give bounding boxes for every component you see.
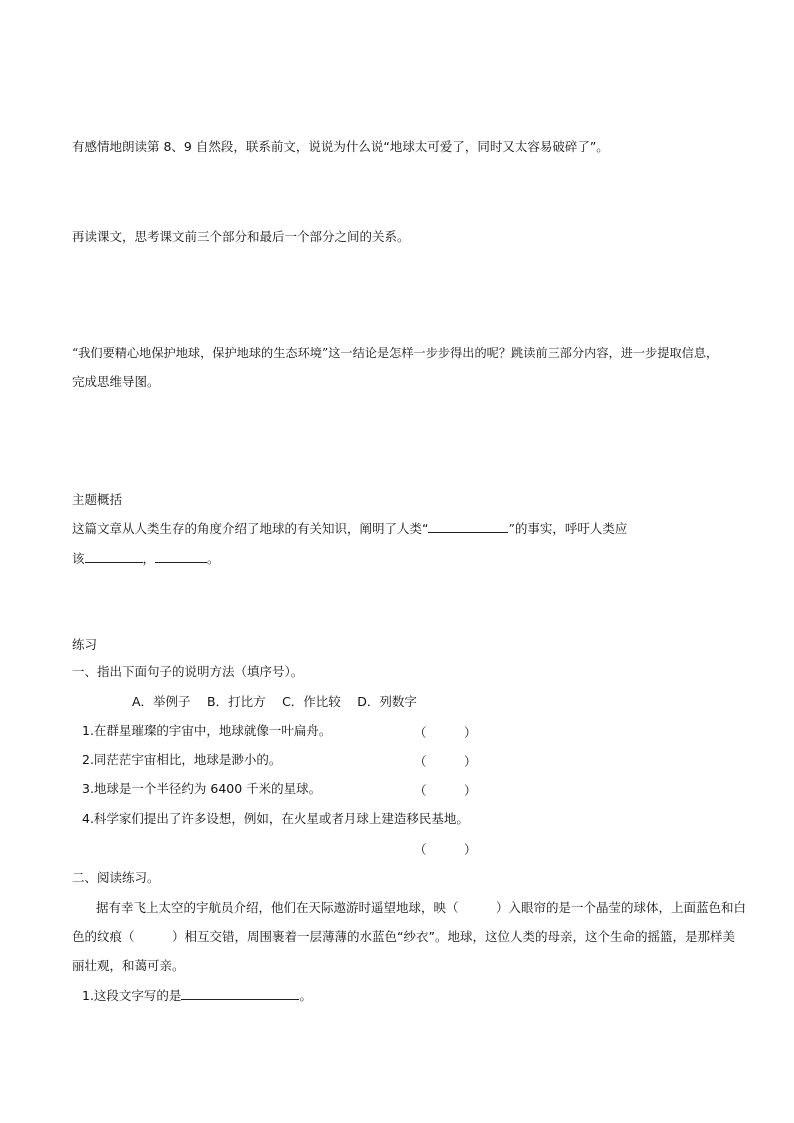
section3-line2: 完成思维导图。 (72, 374, 160, 389)
question1-title: 一、指出下面句子的说明方法（填序号）。 (72, 664, 304, 679)
theme-line1-post: ”的事实，呼吁人类应 (508, 521, 628, 536)
list-item: 1.在群星璀璨的宇宙中，地球就像一叶扁舟。 (82, 723, 332, 738)
answer-paren-3[interactable]: （ ） (414, 783, 477, 798)
reading-line-1: 据有幸飞上太空的宇航员介绍，他们在天际遨游时遥望地球，映（ ）入眼帘的是一个晶莹的球体，上面蓝色和白 (96, 900, 747, 915)
reading-line-3: 丽壮观，和蔼可亲。 (72, 958, 185, 973)
theme-line1 (72, 520, 627, 537)
list-item: 3.地球是一个半径约为 6400 千米的星球。 (82, 781, 322, 796)
section1-text: 有感情地朗读第 8、9 自然段，联系前文，说说为什么说“地球太可爱了，同时又太容易破碎了”。 (72, 139, 609, 154)
theme-line2 (72, 550, 220, 567)
theme-line2-pre: 该 (72, 551, 85, 566)
theme-heading: 主题概括 (72, 492, 123, 507)
theme-blank-2[interactable] (85, 550, 143, 563)
theme-line1-pre: 这篇文章从人类生存的角度介绍了地球的有关知识，阐明了人类“ (72, 521, 429, 536)
subquestion-1-blank[interactable] (181, 987, 299, 1000)
theme-line2-end: 。 (207, 551, 220, 566)
reading-subquestion-1 (82, 987, 312, 1004)
answer-paren-2[interactable]: （ ） (414, 754, 477, 769)
subquestion-1-end: 。 (299, 988, 312, 1003)
question2-title: 二、阅读练习。 (72, 870, 160, 885)
reading-line-2: 色的纹痕（ ）相互交错，周围裹着一层薄薄的水蓝色“纱衣”。地球，这位人类的母亲，这个生命的摇篮，是那样美 (72, 929, 735, 944)
subquestion-1-label: 1.这段文字写的是 (82, 988, 182, 1003)
section2-text: 再读课文，思考课文前三个部分和最后一个部分之间的关系。 (72, 229, 410, 244)
practice-heading: 练习 (72, 637, 98, 652)
list-item: 4.科学家们提出了许多设想，例如，在火星或者月球上建造移民基地。 (82, 811, 469, 826)
theme-line2-comma: ， (142, 551, 156, 566)
theme-blank-1[interactable] (428, 520, 508, 533)
answer-paren-4[interactable]: （ ） (414, 842, 477, 857)
section3-line1: “我们要精心地保护地球，保护地球的生态环境”这一结论是怎样一步步得出的呢？跳读前三部分内容，进一步提取信息， (72, 346, 719, 360)
answer-paren-1[interactable]: （ ） (414, 725, 477, 740)
list-item: 2.同茫茫宇宙相比，地球是渺小的。 (82, 752, 282, 767)
options-row: A．举例子 B．打比方 C．作比较 D．列数字 (132, 694, 417, 709)
theme-blank-3[interactable] (155, 550, 207, 563)
